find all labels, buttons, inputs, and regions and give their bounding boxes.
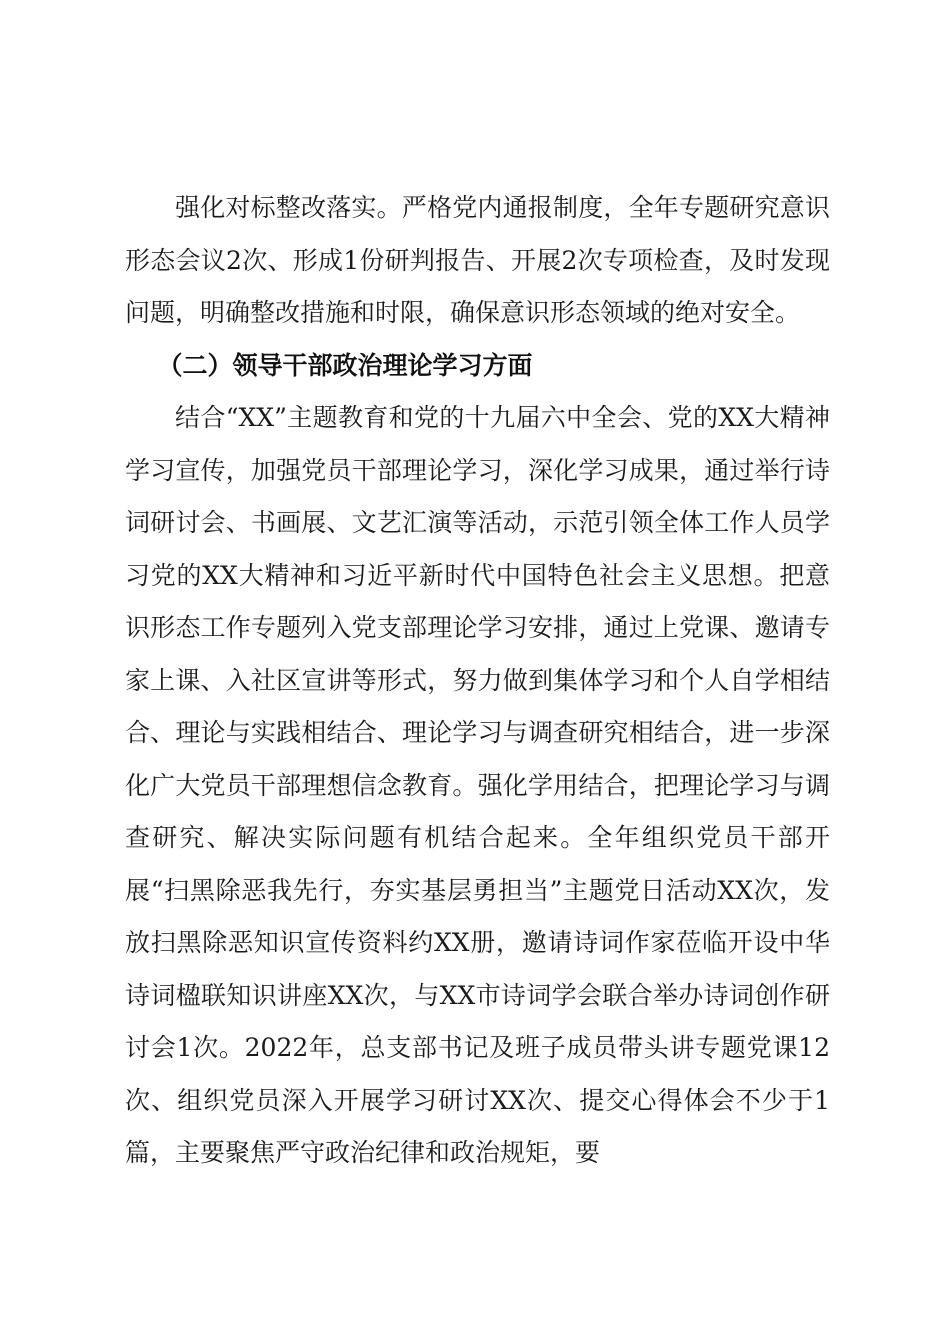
paragraph-rectification: 强化对标整改落实。严格党内通报制度，全年专题研究意识形态会议2次、形成1份研判报告、开展2次专项检查，及时发现问题，明确整改措施和时限，确保意识形态领域的绝对安全。 bbox=[125, 193, 830, 327]
section-heading: （二）领导干部政治理论学习方面 bbox=[157, 350, 533, 380]
paragraph-theory-study: 结合“XX”主题教育和党的十九届六中全会、党的XX大精神学习宣传，加强党员干部理论学习，深化学习成果，通过举行诗词研讨会、书画展、文艺汇演等活动，示范引领全体工作人员学习党的XX大精神和习近平新时代中国特色社会主义思想。把意识形态工作专题列入党支部理论学习安排，通过上党课、邀请专家上课、入社区宣讲等形式，努力做到集体学习和个人自学相结合、理论与实践相结合、理论学习与调查研究相结合，进一步深化广大党员干部理想信念教育。强化学用结合，把理论学习与调查研究、解决实际问题有机结合起来。全年组织党员干部开展“扫黑除恶我先行，夯实基层勇担当”主题党日活动XX次，发放扫黑除恶知识宣传资料约XX册，邀请诗词作家莅临开设中华诗词楹联知识讲座XX次，与XX市诗词学会联合举办诗词创作研讨会1次。2022年，总支部书记及班子成员带头讲专题党课12次、组织党员深入开展学习研讨XX次、提交心得体会不少于1篇，主要聚焦严守政治纪律和政治规矩，要 bbox=[125, 403, 830, 1167]
document-body bbox=[125, 182, 830, 1180]
